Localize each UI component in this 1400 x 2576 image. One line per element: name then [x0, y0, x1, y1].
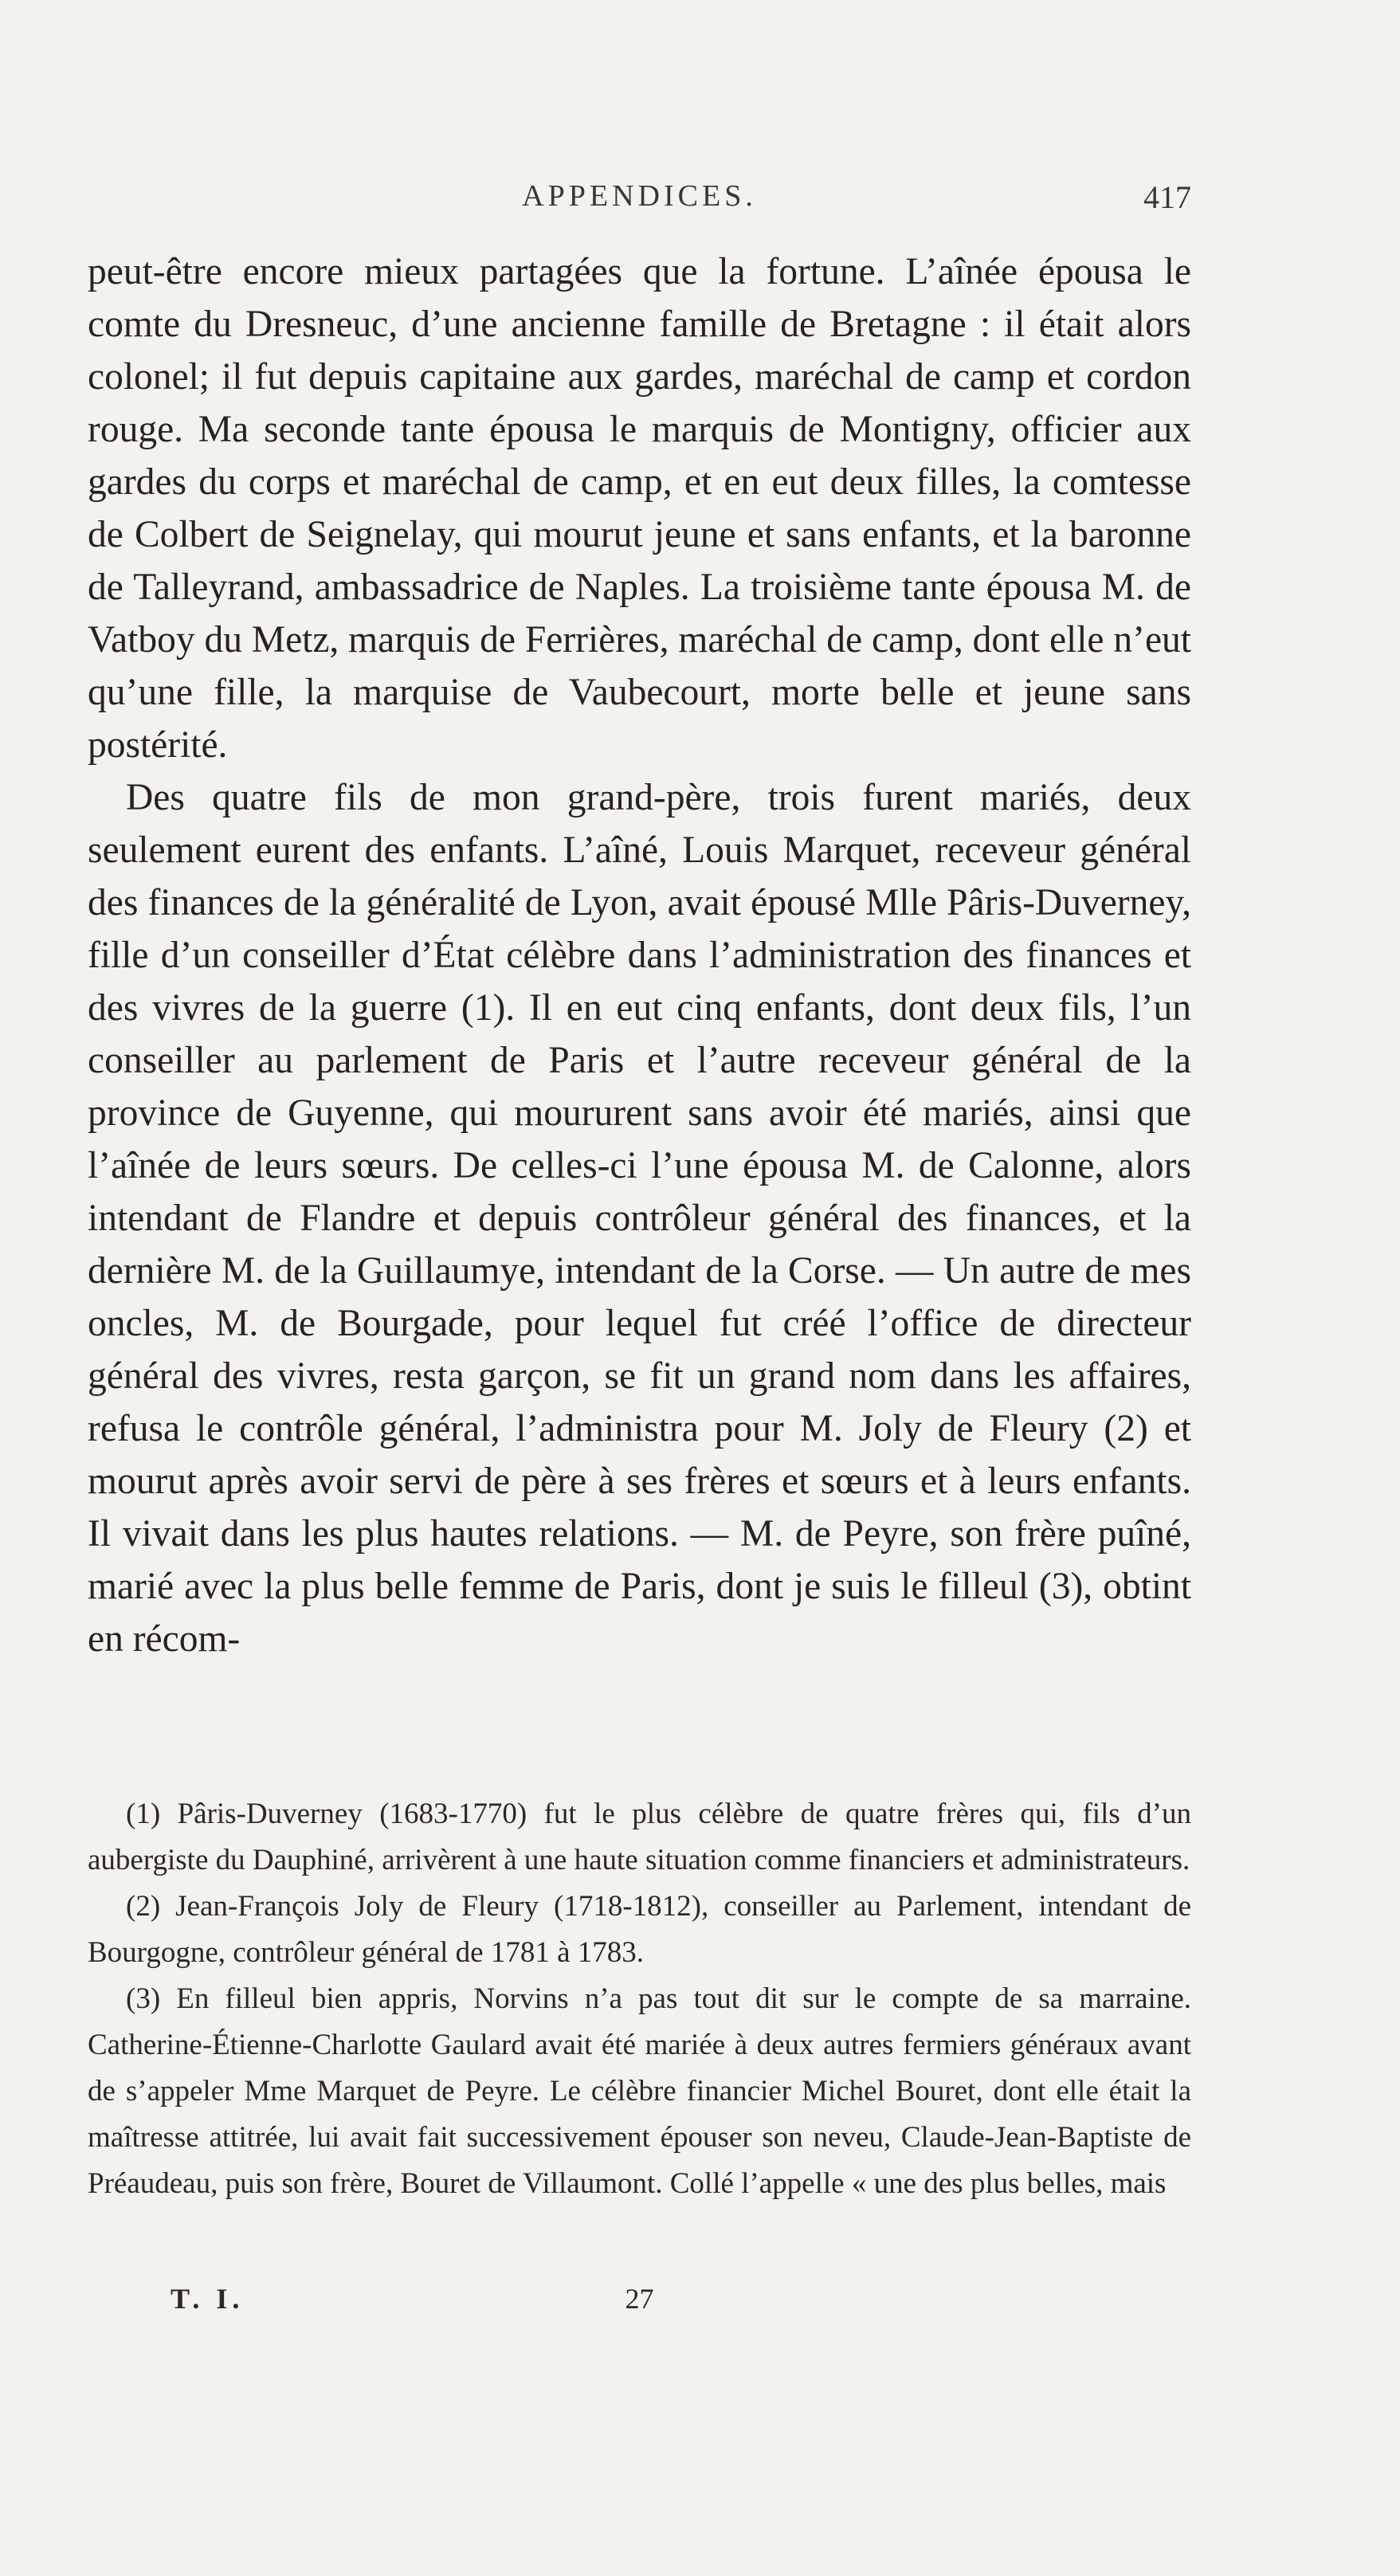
signature-number: 27: [625, 2283, 654, 2315]
page-footer: [88, 2282, 1191, 2330]
running-head: APPENDICES.: [522, 179, 757, 213]
paragraph: peut-être encore mieux partagées que la fortune. L’aînée épousa le comte du Dresneuc, d’une ancienne famille de Bretagne : il était alors colonel; il fut depuis capitaine aux gardes, maréchal de camp et cordon rouge. Ma seconde tante épousa le marquis de Montigny, officier aux gardes du corps et maréchal de camp, et en eut deux filles, la comtesse de Colbert de Seignelay, qui mourut jeune et sans enfants, et la baronne de Talleyrand, ambassadrice de Naples. La troisième tante épousa M. de Vatboy du Metz, marquis de Ferrières, maréchal de camp, dont elle n’eut qu’une fille, la marquise de Vaubecourt, morte belle et jeune sans postérité.: [88, 251, 1191, 766]
paragraph: Des quatre fils de mon grand-père, trois furent mariés, deux seulement eurent des enfants. L’aîné, Louis Marquet, receveur général des finances de la généralité de Lyon, avait épousé Mlle Pâris-Duverney, fille d’un conseiller d’État célèbre dans l’administration des finances et des vivres de la guerre (1). Il en eut cinq enfants, dont deux fils, l’un conseiller au parlement de Paris et l’autre receveur général de la province de Guyenne, qui moururent sans avoir été mariés, ainsi que l’aînée de leurs sœurs. De celles-ci l’une épousa M. de Calonne, alors intendant de Flandre et depuis contrôleur général des finances, et la dernière M. de la Guillaumye, intendant de la Corse. — Un autre de mes oncles, M. de Bourgade, pour lequel fut créé l’office de directeur général des vivres, resta garçon, se fit un grand nom dans les affaires, refusa le contrôle général, l’administra pour M. Joly de Fleury (2) et mourut après avoir servi de père à ses frères et sœurs et à leurs enfants. Il vivait dans les plus hautes relations. — M. de Peyre, son frère puîné, marié avec la plus belle femme de Paris, dont je suis le filleul (3), obtint en récom-: [88, 777, 1191, 1660]
footnote-3: (3) En filleul bien appris, Norvins n’a pas tout dit sur le compte de sa marraine. Catherine-Étienne-Charlotte Gaulard avait été mariée à deux autres fermiers généraux avant de s’appeler Mme Marquet de Peyre. Le célèbre financier Michel Bouret, dont elle était la maîtresse attitrée, lui avait fait successivement épouser son neveu, Claude-Jean-Baptiste de Préaudeau, puis son frère, Bouret de Villaumont. Collé l’appelle « une des plus belles, mais: [88, 1982, 1191, 2200]
page-header: [88, 178, 1191, 234]
footnote-2: (2) Jean-François Joly de Fleury (1718-1812), conseiller au Parlement, intendant de Bourgogne, contrôleur général de 1781 à 1783.: [88, 1890, 1191, 1969]
main-text: [88, 245, 1191, 1665]
footnote-1: (1) Pâris-Duverney (1683-1770) fut le plus célèbre de quatre frères qui, fils d’un aubergiste du Dauphiné, arrivèrent à une haute situation comme financiers et administrateurs.: [88, 1798, 1191, 1876]
signature-mark: T. I.: [171, 2283, 245, 2315]
footnotes: [88, 1791, 1191, 2207]
page-number: 417: [1143, 179, 1191, 215]
